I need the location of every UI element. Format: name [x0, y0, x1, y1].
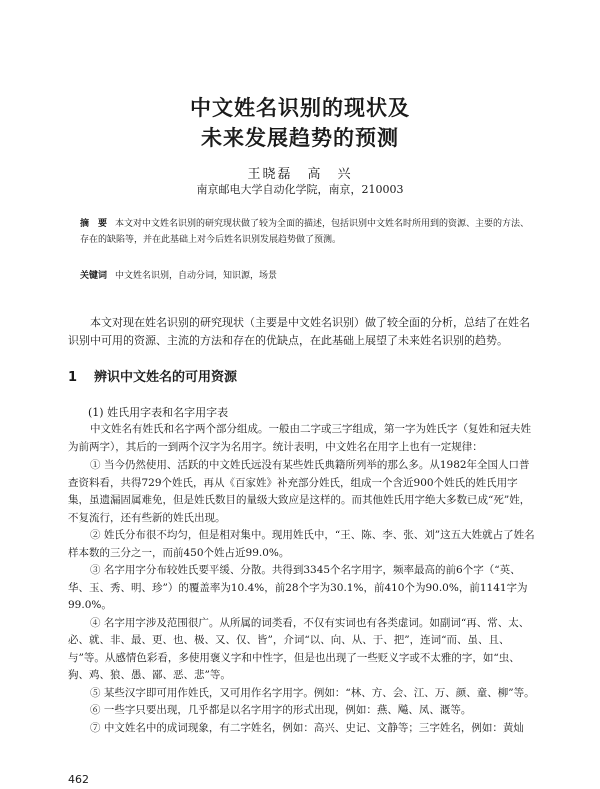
subsection-heading: (1) 姓氏用字表和名字用字表 — [88, 406, 229, 419]
body-paragraph: ② 姓氏分布很不均匀，但是相对集中。现用姓氏中，“王、陈、李、张、刘”这五大姓就占了姓名样本数的三分之一，而前450个姓占近99.0%。 — [68, 529, 535, 559]
body-paragraph: ⑦ 中文姓名中的成词现象，有二字姓名，例如：高兴、史记、文静等；三字姓名，例如：黄灿 — [90, 721, 524, 734]
keywords-label: 关键词 — [80, 271, 108, 281]
paper-title-line-2: 未来发展趋势的预测 — [201, 126, 399, 150]
abstract-text: 本文对中文姓名识别的研究现状做了较为全面的描述，包括识别中文姓名时所用到的资源、主要的方法、存在的缺陷等，并在此基础上对今后姓名识别发展趋势做了预测。 — [80, 219, 530, 245]
keywords — [80, 268, 530, 281]
body-paragraph: ⑤ 某些汉字即可用作姓氏，又可用作名字用字。例如：“林、方、会、江、万、颜、童、柳”等。 — [90, 686, 535, 699]
body-paragraph: 中文姓名有姓氏和名字两个部分组成。一般由二字或三字组成，第一字为姓氏字（复姓和冠夫姓为前两字），其后的一到两个汉字为名用字。统计表明，中文姓名在用字上也有一定规律： — [68, 423, 531, 453]
body-text — [68, 421, 538, 737]
body-paragraph: ③ 名字用字分布较姓氏要平缓、分散。共得到3345个名字用字，频率最高的前6个字（“英、华、玉、秀、明、珍”）的覆盖率为10.4%，前28个字为30.1%，前410个为90.0%，前1141字为99.0%。 — [68, 564, 528, 611]
page-number: 462 — [68, 773, 89, 786]
section-heading — [68, 366, 237, 385]
keywords-text: 中文姓名识别，自动分词，知识源，场景 — [115, 271, 278, 281]
author-affiliation: 南京邮电大学自动化学院，南京，210003 — [196, 183, 404, 196]
body-paragraph: ⑥ 一些字只要出现，几乎都是以名字用字的形式出现，例如：燕、飚、凤、溉等。 — [90, 704, 472, 716]
paper-title-line-1: 中文姓名识别的现状及 — [190, 96, 410, 120]
section-title: 辨识中文姓名的可用资源 — [94, 370, 238, 385]
intro-paragraph: 本文对现在姓名识别的研究现状（主要是中文姓名识别）做了较全面的分析，总结了在姓名识别中可用的资源、主流的方法和存在的优缺点，在此基础上展望了未来姓名识别的趋势。 — [68, 316, 530, 347]
author-list: 王晓磊 高 兴 — [247, 167, 353, 182]
abstract-label: 摘 要 — [80, 219, 108, 229]
body-paragraph: ① 当今仍然使用、活跃的中文姓氏远没有某些姓氏典籍所列举的那么多。从1982年全国人口普查资料看，共得729个姓氏，再从《百家姓》补充部分姓氏，组成一个含近900个姓氏的姓氏用字集，虽遗漏固属难免，但是姓氏数目的量级大致应是这样的。而其他姓氏用字绝大多数已成“死”姓，不复流行，还有些新的姓氏出现。 — [68, 459, 531, 524]
body-paragraph: ④ 名字用字涉及范围很广。从所属的词类看，不仅有实词也有各类虚词。如副词“再、常、太、必、就、非、最、更、也、极、又、仅、皆”，介词“以、向、从、于、把”，连词“而、虽、且、与”等。从感情色彩看，多使用褒义字和中性字，但是也出现了一些贬义字或不太雅的字，如“虫、狗、鸡、狼、愚、鄙、恶、悲”等。 — [68, 616, 530, 681]
section-number: 1 — [68, 370, 78, 385]
abstract — [80, 216, 530, 248]
